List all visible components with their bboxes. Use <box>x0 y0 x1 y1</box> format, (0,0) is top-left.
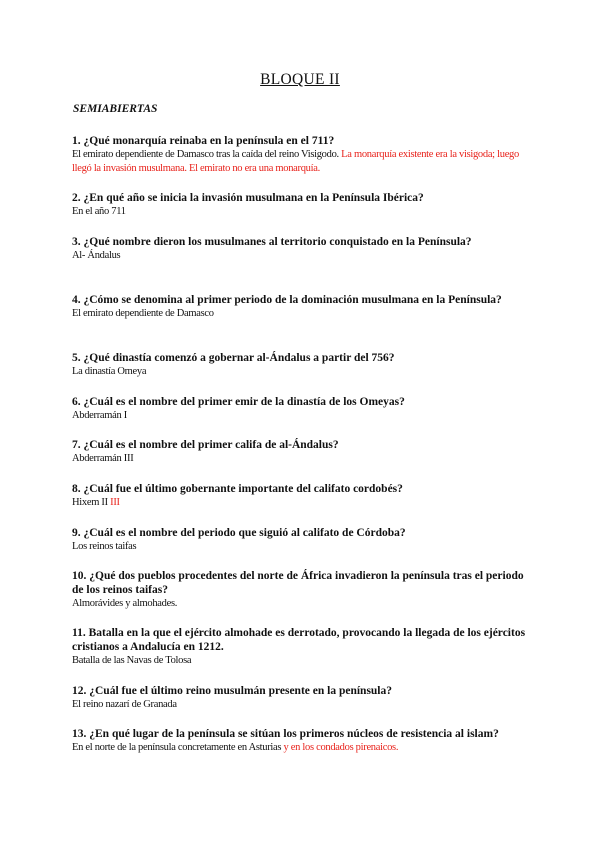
answer-correction: y en los condados pirenaicos. <box>281 742 399 753</box>
answer-main: Abderramán I <box>72 410 127 421</box>
answer-main: Almorávides y almohades. <box>72 598 178 609</box>
question-block-7 <box>72 438 534 466</box>
question-text: 5. ¿Qué dinastía comenzó a gobernar al-Ándalus a partir del 756? <box>72 352 395 364</box>
answer-text <box>72 597 534 611</box>
question-text: 10. ¿Qué dos pueblos procedentes del norte de África invadieron la península tras el periodo de los reinos taifas? <box>72 570 524 596</box>
answer-text <box>72 205 534 219</box>
question-block-8 <box>72 482 534 510</box>
answer-main: La dinastía Omeya <box>72 366 147 377</box>
section-heading: SEMIABIERTAS <box>73 103 158 115</box>
answer-main: El reino nazarí de Granada <box>72 699 177 710</box>
question-text: 2. ¿En qué año se inicia la invasión musulmana en la Península Ibérica? <box>72 192 424 204</box>
question-text: 4. ¿Cómo se denomina al primer periodo de la dominación musulmana en la Península? <box>72 294 502 306</box>
answer-main: Los reinos taifas <box>72 541 137 552</box>
answer-text <box>72 654 534 668</box>
answer-text <box>72 249 534 263</box>
answer-text <box>72 698 534 712</box>
answer-text <box>72 540 534 554</box>
answer-text <box>72 741 534 755</box>
question-block-12 <box>72 684 534 712</box>
question-text: 7. ¿Cuál es el nombre del primer califa de al-Ándalus? <box>72 439 339 451</box>
answer-main: Al- Ándalus <box>72 250 121 261</box>
question-block-11 <box>72 626 534 668</box>
question-text: 9. ¿Cuál es el nombre del periodo que siguió al califato de Córdoba? <box>72 527 406 539</box>
answer-main: El emirato dependiente de Damasco tras la caída del reino Visigodo. <box>72 149 339 160</box>
question-block-4 <box>72 293 534 321</box>
question-text: 3. ¿Qué nombre dieron los musulmanes al territorio conquistado en la Península? <box>72 236 472 248</box>
page-title: BLOQUE II <box>260 71 340 88</box>
question-text: 12. ¿Cuál fue el último reino musulmán presente en la península? <box>72 685 393 697</box>
answer-text <box>72 409 534 423</box>
question-block-13 <box>72 727 534 755</box>
answer-text <box>72 496 534 510</box>
answer-text <box>72 148 534 176</box>
question-text: 1. ¿Qué monarquía reinaba en la península en el 711? <box>72 135 335 147</box>
question-block-1 <box>72 134 534 176</box>
question-block-10 <box>72 569 534 611</box>
answer-main: Hixem II <box>72 497 108 508</box>
answer-text <box>72 365 534 379</box>
question-text: 8. ¿Cuál fue el último gobernante importante del califato cordobés? <box>72 483 403 495</box>
question-text: 13. ¿En qué lugar de la península se sitúan los primeros núcleos de resistencia al islam? <box>72 728 499 740</box>
answer-main: El emirato dependiente de Damasco <box>72 308 214 319</box>
question-block-3 <box>72 235 534 263</box>
answer-text <box>72 452 534 466</box>
answer-main: En el año 711 <box>72 206 126 217</box>
answer-main: En el norte de la península concretamente en Asturias <box>72 742 282 753</box>
question-block-6 <box>72 395 534 423</box>
question-block-9 <box>72 526 534 554</box>
question-block-2 <box>72 191 534 219</box>
answer-correction: La monarquía existente era la visigoda; luego llegó la invasión musulmana. El emirato no era una monarquía. <box>72 149 519 174</box>
answer-main: Abderramán III <box>72 453 134 464</box>
question-text: 6. ¿Cuál es el nombre del primer emir de la dinastía de los Omeyas? <box>72 396 405 408</box>
answer-main: Batalla de las Navas de Tolosa <box>72 655 192 666</box>
question-block-5 <box>72 351 534 379</box>
answer-correction: III <box>107 497 120 508</box>
question-text: 11. Batalla en la que el ejército almohade es derrotado, provocando la llegada de los ejércitos cristianos a Andalucía en 1212. <box>72 627 526 653</box>
answer-text <box>72 307 534 321</box>
